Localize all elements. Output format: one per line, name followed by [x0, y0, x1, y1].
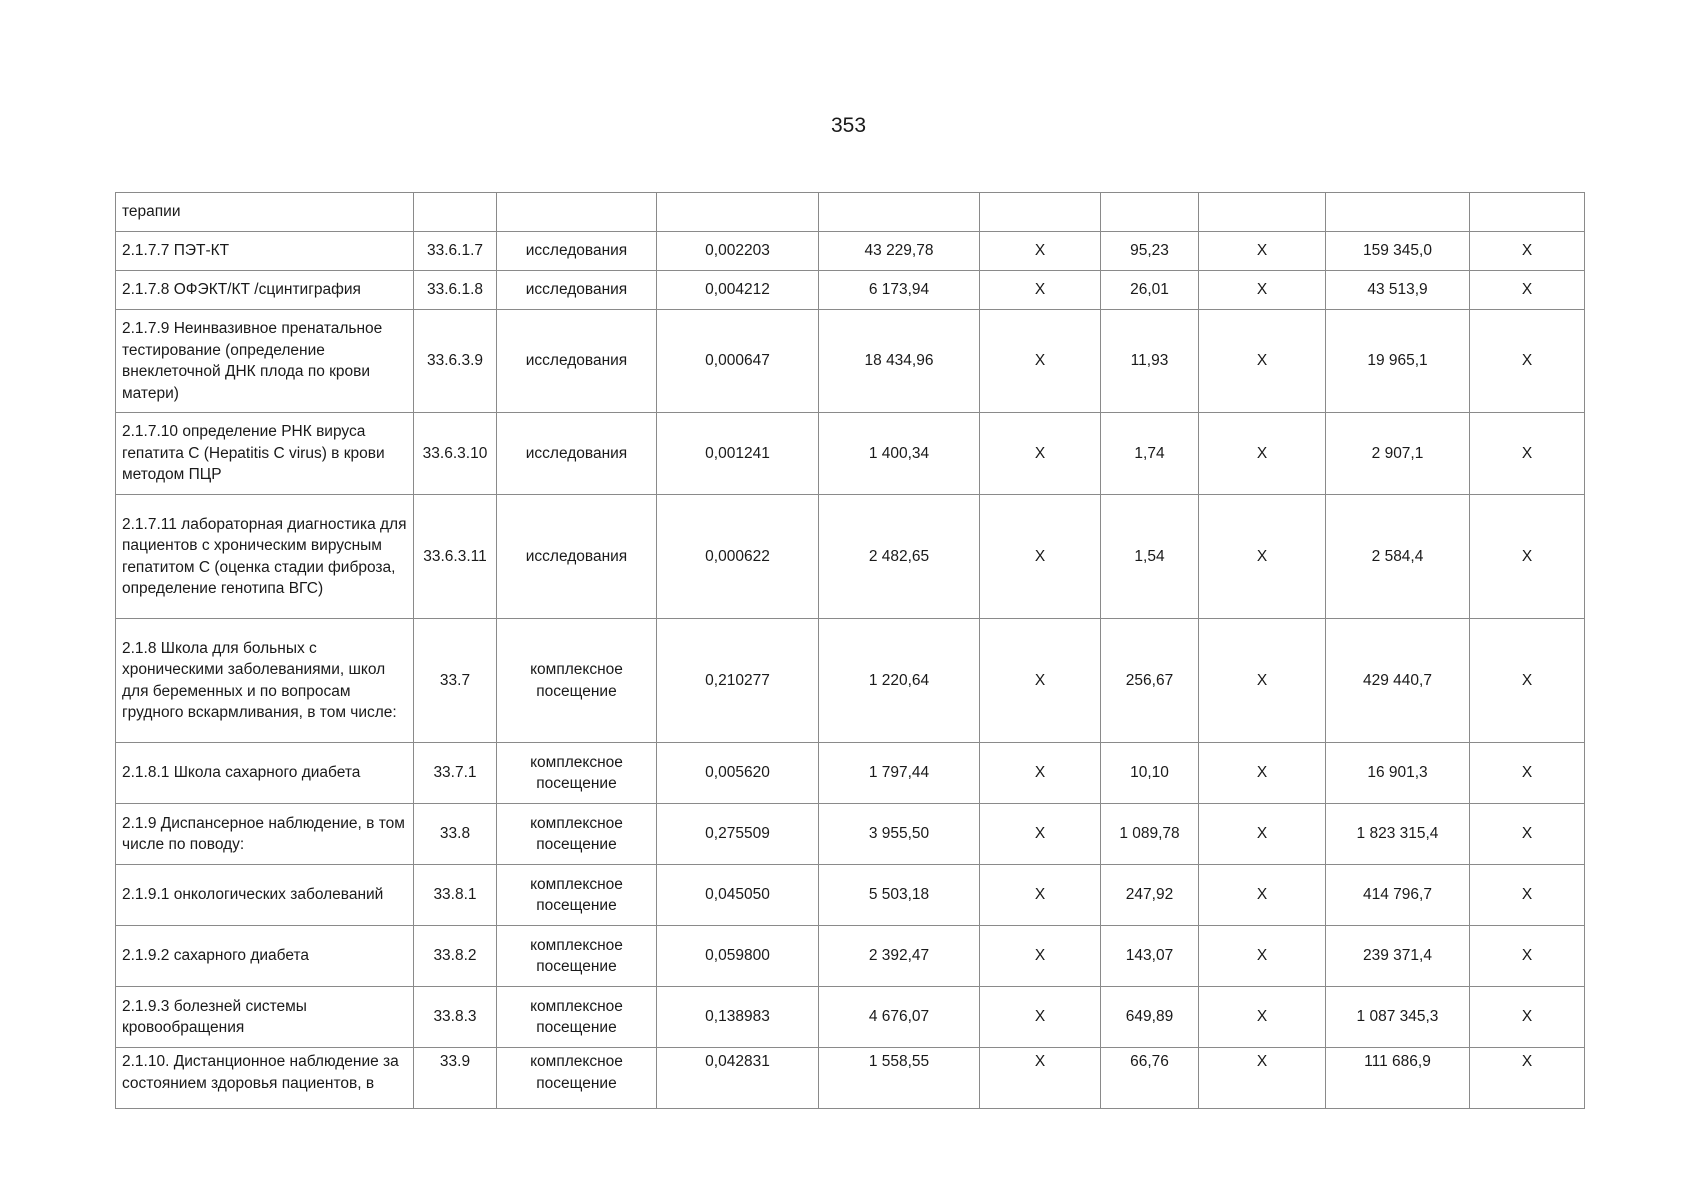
row-cost-cell: 3 955,50	[819, 804, 980, 865]
row-x-cell: X	[1470, 310, 1585, 413]
row-name-cell: 2.1.10. Дистанционное наблюдение за состоянием здоровья пациентов, в	[116, 1048, 414, 1109]
row-cost-cell: 4 676,07	[819, 987, 980, 1048]
row-total-cell: 111 686,9	[1326, 1048, 1470, 1109]
table-row	[116, 804, 1585, 865]
row-total-cell: 159 345,0	[1326, 232, 1470, 271]
table-row	[116, 743, 1585, 804]
row-per-capita-cell: 247,92	[1101, 865, 1199, 926]
row-code-cell: 33.9	[414, 1048, 497, 1109]
table-row	[116, 271, 1585, 310]
row-cost-cell: 6 173,94	[819, 271, 980, 310]
row-name-cell: 2.1.9 Диспансерное наблюдение, в том числе по поводу:	[116, 804, 414, 865]
row-x-cell: X	[1199, 619, 1326, 743]
row-cost-cell: 1 220,64	[819, 619, 980, 743]
row-cost-cell: 1 400,34	[819, 413, 980, 495]
row-code-cell: 33.6.3.9	[414, 310, 497, 413]
row-x-cell: X	[1199, 865, 1326, 926]
row-name-cell: 2.1.7.11 лабораторная диагностика для пациентов с хроническим вирусным гепатитом С (оценка стадии фиброза, определение генотипа ВГС)	[116, 495, 414, 619]
row-unit-cell: комплексное посещение	[497, 619, 657, 743]
row-norm-cell: 0,000622	[657, 495, 819, 619]
row-cost-cell: 1 797,44	[819, 743, 980, 804]
table-body	[116, 193, 1585, 1109]
row-x-cell: X	[1470, 232, 1585, 271]
row-unit-cell: исследования	[497, 495, 657, 619]
row-name-cell: 2.1.9.1 онкологических заболеваний	[116, 865, 414, 926]
row-per-capita-cell: 1 089,78	[1101, 804, 1199, 865]
row-total-cell: 414 796,7	[1326, 865, 1470, 926]
row-x-cell: X	[980, 743, 1101, 804]
row-per-capita-cell: 11,93	[1101, 310, 1199, 413]
row-x-cell: X	[980, 495, 1101, 619]
row-name-cell: 2.1.7.9 Неинвазивное пренатальное тестирование (определение внеклеточной ДНК плода по крови матери)	[116, 310, 414, 413]
row-unit-cell: комплексное посещение	[497, 926, 657, 987]
table-row	[116, 310, 1585, 413]
row-norm-cell: 0,275509	[657, 804, 819, 865]
row-total-cell: 1 087 345,3	[1326, 987, 1470, 1048]
row-cost-cell	[819, 193, 980, 232]
row-x-cell: X	[980, 926, 1101, 987]
row-x-cell: X	[1199, 1048, 1326, 1109]
data-table	[115, 192, 1585, 1109]
row-code-cell: 33.6.1.7	[414, 232, 497, 271]
row-x-cell	[980, 193, 1101, 232]
row-name-cell: 2.1.7.8 ОФЭКТ/КТ /сцинтиграфия	[116, 271, 414, 310]
row-cost-cell: 1 558,55	[819, 1048, 980, 1109]
row-x-cell: X	[1199, 271, 1326, 310]
table-row	[116, 193, 1585, 232]
row-unit-cell: комплексное посещение	[497, 743, 657, 804]
row-per-capita-cell: 95,23	[1101, 232, 1199, 271]
row-norm-cell: 0,138983	[657, 987, 819, 1048]
row-name-cell: терапии	[116, 193, 414, 232]
table-row	[116, 619, 1585, 743]
row-norm-cell: 0,005620	[657, 743, 819, 804]
row-cost-cell: 43 229,78	[819, 232, 980, 271]
row-per-capita-cell: 143,07	[1101, 926, 1199, 987]
row-name-cell: 2.1.8.1 Школа сахарного диабета	[116, 743, 414, 804]
row-norm-cell: 0,001241	[657, 413, 819, 495]
row-x-cell: X	[980, 987, 1101, 1048]
row-norm-cell: 0,002203	[657, 232, 819, 271]
row-x-cell: X	[1470, 413, 1585, 495]
table-row	[116, 987, 1585, 1048]
row-x-cell: X	[1470, 743, 1585, 804]
row-unit-cell: исследования	[497, 413, 657, 495]
row-total-cell: 19 965,1	[1326, 310, 1470, 413]
row-per-capita-cell: 10,10	[1101, 743, 1199, 804]
row-x-cell: X	[1199, 495, 1326, 619]
row-cost-cell: 2 482,65	[819, 495, 980, 619]
row-x-cell: X	[1199, 232, 1326, 271]
table-row	[116, 495, 1585, 619]
row-x-cell: X	[1470, 987, 1585, 1048]
row-per-capita-cell: 649,89	[1101, 987, 1199, 1048]
row-code-cell: 33.6.3.11	[414, 495, 497, 619]
row-unit-cell: комплексное посещение	[497, 987, 657, 1048]
row-unit-cell: комплексное посещение	[497, 804, 657, 865]
row-x-cell: X	[980, 1048, 1101, 1109]
row-x-cell: X	[1199, 987, 1326, 1048]
row-total-cell: 239 371,4	[1326, 926, 1470, 987]
row-x-cell: X	[1470, 271, 1585, 310]
row-code-cell: 33.6.3.10	[414, 413, 497, 495]
row-total-cell: 16 901,3	[1326, 743, 1470, 804]
row-x-cell: X	[1199, 310, 1326, 413]
row-norm-cell: 0,004212	[657, 271, 819, 310]
row-norm-cell: 0,059800	[657, 926, 819, 987]
row-x-cell	[1470, 193, 1585, 232]
row-code-cell: 33.8.3	[414, 987, 497, 1048]
row-x-cell: X	[1199, 804, 1326, 865]
row-unit-cell	[497, 193, 657, 232]
row-per-capita-cell: 26,01	[1101, 271, 1199, 310]
row-per-capita-cell: 256,67	[1101, 619, 1199, 743]
row-total-cell: 429 440,7	[1326, 619, 1470, 743]
table-row	[116, 1048, 1585, 1109]
row-x-cell: X	[980, 804, 1101, 865]
row-code-cell: 33.7.1	[414, 743, 497, 804]
row-per-capita-cell: 1,74	[1101, 413, 1199, 495]
row-norm-cell: 0,045050	[657, 865, 819, 926]
row-per-capita-cell: 1,54	[1101, 495, 1199, 619]
row-x-cell: X	[1199, 743, 1326, 804]
row-x-cell: X	[1470, 1048, 1585, 1109]
row-x-cell: X	[1470, 619, 1585, 743]
row-unit-cell: исследования	[497, 310, 657, 413]
row-code-cell: 33.8	[414, 804, 497, 865]
row-norm-cell: 0,042831	[657, 1048, 819, 1109]
row-code-cell: 33.6.1.8	[414, 271, 497, 310]
row-unit-cell: комплексное посещение	[497, 1048, 657, 1109]
table-row	[116, 413, 1585, 495]
row-x-cell: X	[1470, 804, 1585, 865]
table-row	[116, 926, 1585, 987]
table-row	[116, 232, 1585, 271]
row-code-cell: 33.7	[414, 619, 497, 743]
row-cost-cell: 2 392,47	[819, 926, 980, 987]
row-x-cell: X	[980, 310, 1101, 413]
row-unit-cell: комплексное посещение	[497, 865, 657, 926]
row-total-cell: 2 907,1	[1326, 413, 1470, 495]
row-name-cell: 2.1.9.2 сахарного диабета	[116, 926, 414, 987]
row-unit-cell: исследования	[497, 271, 657, 310]
row-unit-cell: исследования	[497, 232, 657, 271]
row-total-cell: 43 513,9	[1326, 271, 1470, 310]
row-x-cell: X	[980, 271, 1101, 310]
row-x-cell: X	[1199, 413, 1326, 495]
row-norm-cell	[657, 193, 819, 232]
row-norm-cell: 0,210277	[657, 619, 819, 743]
row-per-capita-cell	[1101, 193, 1199, 232]
row-name-cell: 2.1.7.10 определение РНК вируса гепатита С (Hepatitis C virus) в крови методом ПЦР	[116, 413, 414, 495]
row-x-cell	[1199, 193, 1326, 232]
row-x-cell: X	[980, 865, 1101, 926]
row-name-cell: 2.1.8 Школа для больных с хроническими заболеваниями, школ для беременных и по вопросам грудного вскармливания, в том числе:	[116, 619, 414, 743]
row-norm-cell: 0,000647	[657, 310, 819, 413]
row-x-cell: X	[1470, 495, 1585, 619]
row-x-cell: X	[1199, 926, 1326, 987]
row-x-cell: X	[980, 232, 1101, 271]
row-cost-cell: 18 434,96	[819, 310, 980, 413]
row-total-cell: 2 584,4	[1326, 495, 1470, 619]
row-x-cell: X	[1470, 926, 1585, 987]
table-row	[116, 865, 1585, 926]
row-code-cell	[414, 193, 497, 232]
row-code-cell: 33.8.1	[414, 865, 497, 926]
row-name-cell: 2.1.9.3 болезней системы кровообращения	[116, 987, 414, 1048]
page-number: 353	[830, 114, 867, 137]
row-x-cell: X	[1470, 865, 1585, 926]
row-total-cell: 1 823 315,4	[1326, 804, 1470, 865]
row-x-cell: X	[980, 619, 1101, 743]
row-name-cell: 2.1.7.7 ПЭТ-КТ	[116, 232, 414, 271]
row-total-cell	[1326, 193, 1470, 232]
row-cost-cell: 5 503,18	[819, 865, 980, 926]
row-code-cell: 33.8.2	[414, 926, 497, 987]
row-x-cell: X	[980, 413, 1101, 495]
row-per-capita-cell: 66,76	[1101, 1048, 1199, 1109]
